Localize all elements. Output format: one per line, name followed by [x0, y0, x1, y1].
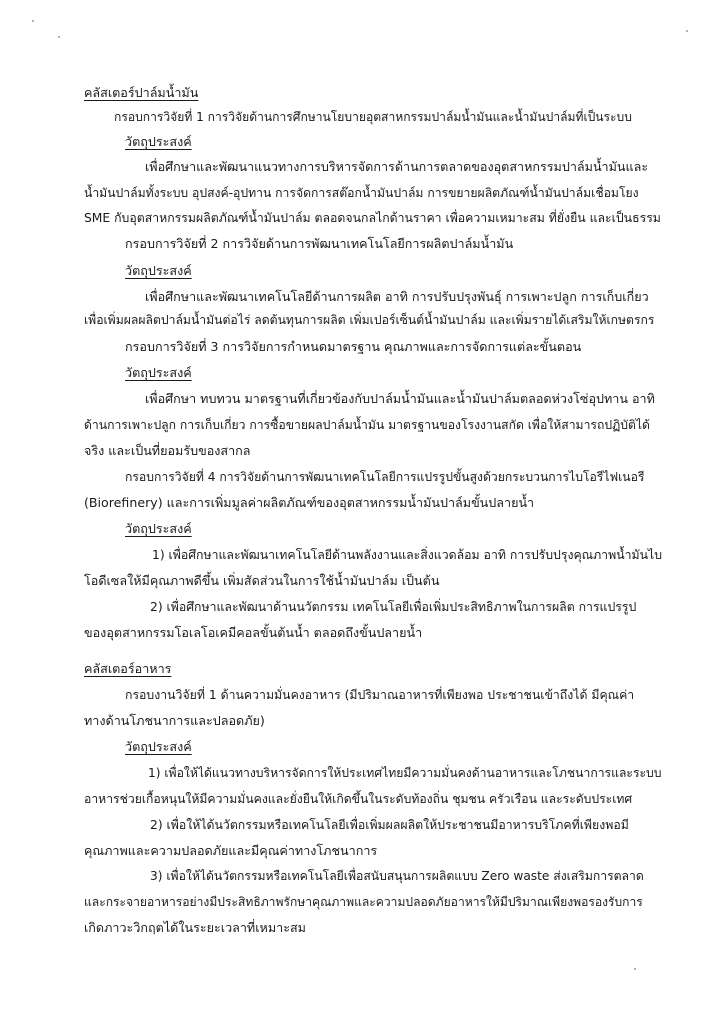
scan-speck: [32, 20, 34, 22]
palm-fw3-line: จริง และเป็นที่ยอมรับของสากล: [84, 443, 251, 458]
palm-fw2-title: กรอบการวิจัยที่ 2 การวิจัยด้านการพัฒนาเทคโนโลยีการผลิตปาล์มน้ำมัน: [125, 236, 514, 251]
palm-fw4-item2: 2) เพื่อศึกษาและพัฒนาด้านนวัตกรรม เทคโนโลยีเพื่อเพิ่มประสิทธิภาพในการผลิต การแปรรูป: [150, 600, 637, 614]
palm-fw4-item1: โอดีเซลให้มีคุณภาพดีขึ้น เพิ่มสัดส่วนในการใช้น้ำมันปาล์ม เป็นต้น: [84, 573, 440, 588]
palm-fw1-title: กรอบการวิจัยที่ 1 การวิจัยด้านการศึกษานโยบายอุตสาหกรรมปาล์มน้ำมันและน้ำมันปาล์มที่เป็นระบบ: [114, 110, 632, 124]
palm-fw1-line: เพื่อศึกษาและพัฒนาแนวทางการบริหารจัดการด้านการตลาดของอุตสาหกรรมปาล์มน้ำมันและ: [145, 159, 649, 174]
palm-fw3-line: ด้านการเพาะปลูก การเก็บเกี่ยว การซื้อขายผลปาล์มน้ำมัน มาตรฐานของโรงงานสกัด เพื่อให้สามารถปฏิบัติได้: [84, 418, 650, 432]
palm-fw1-line: น้ำมันปาล์มทั้งระบบ อุปสงค์-อุปทาน การจัดการสต๊อกน้ำมันปาล์ม การขยายผลิตภัณฑ์น้ำมันปาล์มเชื่อมโยง: [84, 186, 639, 200]
scan-speck: [58, 36, 60, 38]
food-fw1-title: ทางด้านโภชนาการและปลอดภัย): [84, 713, 265, 728]
food-fw1-item3: 3) เพื่อให้ได้นวัตกรรมหรือเทคโนโลยีเพื่อสนับสนุนการผลิตแบบ Zero waste ส่งเสริมการตลาด: [150, 869, 644, 883]
palm-fw3-title: กรอบการวิจัยที่ 3 การวิจัยการกำหนดมาตรฐาน คุณภาพและการจัดการแต่ละขั้นตอน: [125, 339, 582, 354]
palm-fw2-line: เพื่อศึกษาและพัฒนาเทคโนโลยีด้านการผลิต อาทิ การปรับปรุงพันธุ์ การเพาะปลูก การเก็บเกี่ยว: [145, 289, 649, 304]
food-cluster-heading: คลัสเตอร์อาหาร: [84, 661, 172, 676]
food-fw1-item1: อาหารช่วยเกื้อหนุนให้มีความมั่นคงและยั่งยืนให้เกิดขึ้นในระดับท้องถิ่น ชุมชน ครัวเรือน และระดับประเทศ: [84, 792, 633, 806]
scan-speck: [686, 30, 688, 32]
palm-fw2-line: เพื่อเพิ่มผลผลิตปาล์มน้ำมันต่อไร่ ลดต้นทุนการผลิต เพิ่มเปอร์เซ็นต์น้ำมันปาล์ม และเพิ่มรายได้เสริมให้เกษตรกร: [84, 313, 655, 327]
palm-fw4-title: (Biorefinery) และการเพิ่มมูลค่าผลิตภัณฑ์ของอุตสาหกรรมน้ำมันปาล์มขั้นปลายน้ำ: [84, 495, 535, 510]
food-fw1-item2: คุณภาพและความปลอดภัยและมีคุณค่าทางโภชนาการ: [84, 843, 378, 858]
palm-fw2-objective-label: วัตถุประสงค์: [125, 263, 192, 278]
palm-fw4-item2: ของอุตสาหกรรมโอเลโอเคมีคอลขั้นต้นน้ำ ตลอดถึงขั้นปลายน้ำ: [84, 625, 423, 640]
food-fw1-item3: เกิดภาวะวิกฤตได้ในระยะเวลาที่เหมาะสม: [84, 920, 306, 935]
palm-fw3-objective-label: วัตถุประสงค์: [125, 365, 192, 380]
palm-fw3-line: เพื่อศึกษา ทบทวน มาตรฐานที่เกี่ยวข้องกับปาล์มน้ำมันและน้ำมันปาล์มตลอดห่วงโซ่อุปทาน อาทิ: [145, 391, 655, 406]
food-fw1-item1: 1) เพื่อให้ได้แนวทางบริหารจัดการให้ประเทศไทยมีความมั่นคงด้านอาหารและโภชนาการและระบบ: [148, 766, 662, 780]
food-fw1-item2: 2) เพื่อให้ได้นวัตกรรมหรือเทคโนโลยีเพื่อเพิ่มผลผลิตให้ประชาชนมีอาหารบริโภคที่เพียงพอมี: [150, 818, 629, 832]
scan-speck: [634, 968, 636, 970]
palm-fw1-line: SME กับอุตสาหกรรมผลิตภัณฑ์น้ำมันปาล์ม ตลอดจนกลไกด้านราคา เพื่อความเหมาะสม ที่ยั่งยืน และเป็นธรรม: [84, 211, 661, 225]
palm-fw4-item1: 1) เพื่อศึกษาและพัฒนาเทคโนโลยีด้านพลังงานและสิ่งแวดล้อม อาทิ การปรับปรุงคุณภาพน้ำมันไบ: [152, 548, 663, 562]
palm-fw1-objective-label: วัตถุประสงค์: [125, 134, 192, 149]
palm-fw4-title: กรอบการวิจัยที่ 4 การวิจัยด้านการพัฒนาเทคโนโลยีการแปรรูปขั้นสูงด้วยกระบวนการไบโอรีไฟเนอรี: [125, 470, 645, 484]
palm-oil-cluster-heading: คลัสเตอร์ปาล์มน้ำมัน: [84, 85, 199, 100]
food-fw1-item3: และกระจายอาหารอย่างมีประสิทธิภาพรักษาคุณภาพและความปลอดภัยอาหารให้มีปริมาณเพียงพอรองรับการ: [84, 895, 643, 909]
food-fw1-objective-label: วัตถุประสงค์: [125, 739, 192, 754]
food-fw1-title: กรอบงานวิจัยที่ 1 ด้านความมั่นคงอาหาร (มีปริมาณอาหารที่เพียงพอ ประชาชนเข้าถึงได้ มีคุณค่า: [125, 688, 635, 702]
palm-fw4-objective-label: วัตถุประสงค์: [125, 521, 192, 536]
